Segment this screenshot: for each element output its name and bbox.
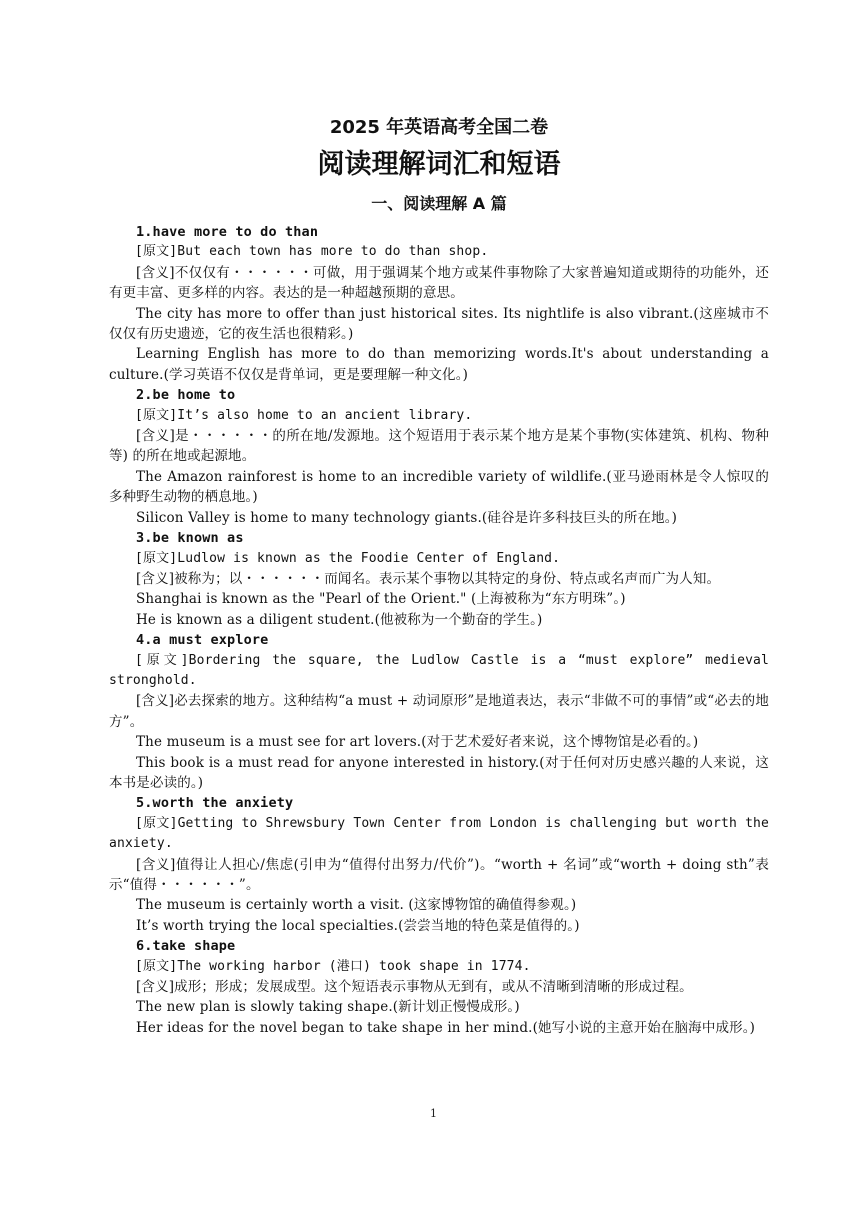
entry-example: The museum is certainly worth a visit. (这家博物馆的确值得参观。) [136, 897, 577, 914]
entry-meaning: [含义]必去探索的地方。这种结构“a must + 动词原形”是地道表达，表示“非做不可的事情”或“必去的地方”。 [109, 693, 769, 730]
entry [109, 936, 769, 1038]
section-heading: 一、阅读理解 A 篇 [371, 194, 507, 213]
entry-example: Silicon Valley is home to many technology giants.(硅谷是许多科技巨头的所在地。) [136, 509, 678, 526]
entry-example: The new plan is slowly taking shape.(新计划正慢慢成形。) [136, 999, 520, 1016]
entry-original: [原文]It’s also home to an ancient library. [135, 407, 473, 423]
entry-example: The museum is a must see for art lovers.(对于艺术爱好者来说，这个博物馆是必看的。) [136, 734, 699, 751]
entry-original: [原文]Bordering the square, the Ludlow Castle is a “must explore” medieval stronghold. [109, 652, 769, 688]
entry-meaning: [含义]被称为；以・・・・・・而闻名。表示某个事物以其特定的身份、特点或名声而广为人知。 [136, 570, 721, 587]
entry-example: The Amazon rainforest is home to an incredible variety of wildlife.(亚马逊雨林是令人惊叹的多种野生动物的栖息地。) [109, 468, 769, 506]
page-subtitle: 阅读理解词汇和短语 [317, 149, 561, 180]
page-content [109, 114, 769, 1038]
page-number: 1 [430, 1107, 437, 1120]
entry-heading: 5.worth the anxiety [136, 795, 294, 812]
entry-example: It’s worth trying the local specialties.(尝尝当地的特色菜是值得的。) [136, 917, 580, 934]
entry-heading: 1.have more to do than [136, 224, 319, 240]
entry-heading: 6.take shape [136, 938, 236, 955]
entry-example: Learning English has more to do than memorizing words.It's about understanding a culture.(学习英语不仅仅是背单词，更是要理解一种文化。) [109, 346, 769, 383]
entry-original: [原文]But each town has more to do than shop. [135, 244, 489, 260]
entry-meaning: [含义]是・・・・・・的所在地/发源地。这个短语用于表示某个地方是某个事物(实体建筑、机构、物种等) 的所在地或起源地。 [109, 428, 769, 465]
entry [109, 385, 769, 528]
entry-original: [原文]Getting to Shrewsbury Town Center from London is challenging but worth the anxiety. [109, 815, 769, 852]
entry-example: Her ideas for the novel began to take shape in her mind.(她写小说的主意开始在脑海中成形。) [136, 1019, 756, 1036]
entry [109, 222, 769, 385]
entry [109, 630, 769, 793]
entry-example: The city has more to offer than just historical sites. Its nightlife is also vibrant.(这座城市不仅仅有历史遗迹，它的夜生活也很精彩。) [109, 305, 769, 343]
entry-original: [原文]The working harbor (港口) took shape in 1774. [135, 958, 531, 974]
entry-original: [原文]Ludlow is known as the Foodie Center of England. [135, 550, 561, 566]
entry [109, 793, 769, 936]
page-title: 2025 年英语高考全国二卷 [329, 117, 549, 138]
entry-meaning: [含义]值得让人担心/焦虑(引申为“值得付出努力/代价”)。“worth + 名词”或“worth + doing sth”表示“值得・・・・・・”。 [109, 856, 769, 893]
entry-heading: 2.be home to [136, 387, 236, 404]
entry-example: He is known as a diligent student.(他被称为一个勤奋的学生。) [136, 611, 543, 628]
entry [109, 528, 769, 630]
entry-meaning: [含义]成形；形成；发展成型。这个短语表示事物从无到有，或从不清晰到清晰的形成过程。 [136, 979, 693, 996]
entry-meaning: [含义]不仅仅有・・・・・・可做，用于强调某个地方或某件事物除了大家普遍知道或期待的功能外，还有更丰富、更多样的内容。表达的是一种超越预期的意思。 [109, 264, 769, 302]
entry-example: Shanghai is known as the "Pearl of the Orient." (上海被称为“东方明珠”。) [136, 591, 626, 608]
entry-example: This book is a must read for anyone interested in history.(对于任何对历史感兴趣的人来说，这本书是必读的。) [109, 754, 769, 791]
entry-heading: 3.be known as [136, 530, 244, 547]
entry-heading: 4.a must explore [136, 632, 269, 649]
